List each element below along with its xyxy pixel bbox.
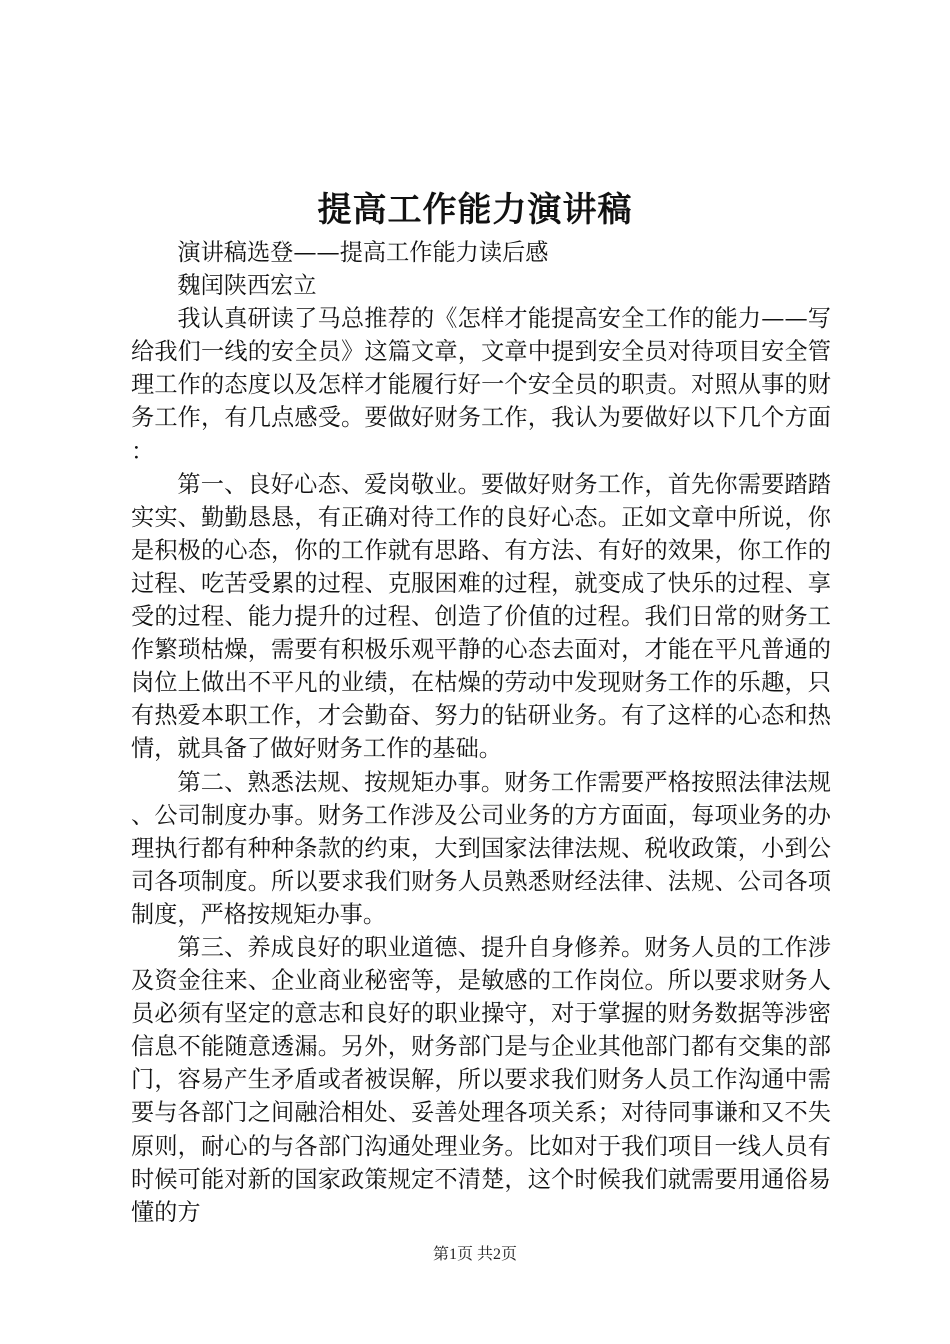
author-line: 魏闰陕西宏立 <box>177 272 317 300</box>
body-paragraph: 第三、养成良好的职业道德、提升自身修养。财务人员的工作涉及资金往来、企业商业秘密等，是敏感的工作岗位。所以要求财务人员必须有坚定的意志和良好的职业操守，对于掌握的财务数据等涉密信息不能随意透漏。另外，财务部门是与企业其他部门都有交集的部门，容易产生矛盾或者被误解，所以要求我们财务人员工作沟通中需要与各部门之间融洽相处、妥善处理各项关系；对待同事谦和又不失原则，耐心的与各部门沟通处理业务。比如对于我们项目一线人员有时候可能对新的国家政策规定不清楚，这个时候我们就需要用通俗易懂的方 <box>131 933 831 1226</box>
body-paragraph: 第一、良好心态、爱岗敬业。要做好财务工作，首先你需要踏踏实实、勤勤恳恳，有正确对待工作的良好心态。正如文章中所说，你是积极的心态，你的工作就有思路、有方法、有好的效果，你工作的过程、吃苦受累的过程、克服困难的过程，就变成了快乐的过程、享受的过程、能力提升的过程、创造了价值的过程。我们日常的财务工作繁琐枯燥，需要有积极乐观平静的心态去面对，才能在平凡普通的岗位上做出不平凡的业绩，在枯燥的劳动中发现财务工作的乐趣，只有热爱本职工作，才会勤奋、努力的钻研业务。有了这样的心态和热情，就具备了做好财务工作的基础。 <box>131 470 831 763</box>
body-paragraph: 我认真研读了马总推荐的《怎样才能提高安全工作的能力——写给我们一线的安全员》这篇文章，文章中提到安全员对待项目安全管理工作的态度以及怎样才能履行好一个安全员的职责。对照从事的财务工作，有几点感受。要做好财务工作，我认为要做好以下几个方面： <box>131 305 831 465</box>
body-paragraph: 第二、熟悉法规、按规矩办事。财务工作需要严格按照法律法规、公司制度办事。财务工作涉及公司业务的方方面面，每项业务的办理执行都有种种条款的约束，大到国家法律法规、税收政策，小到公司各项制度。所以要求我们财务人员熟悉财经法律、法规、公司各项制度，严格按规矩办事。 <box>131 768 831 928</box>
document-body <box>131 236 831 1229</box>
document-title: 提高工作能力演讲稿 <box>317 190 633 230</box>
subtitle-line: 演讲稿选登——提高工作能力读后感 <box>177 239 549 266</box>
page-footer: 第1页 共2页 <box>432 1246 517 1263</box>
